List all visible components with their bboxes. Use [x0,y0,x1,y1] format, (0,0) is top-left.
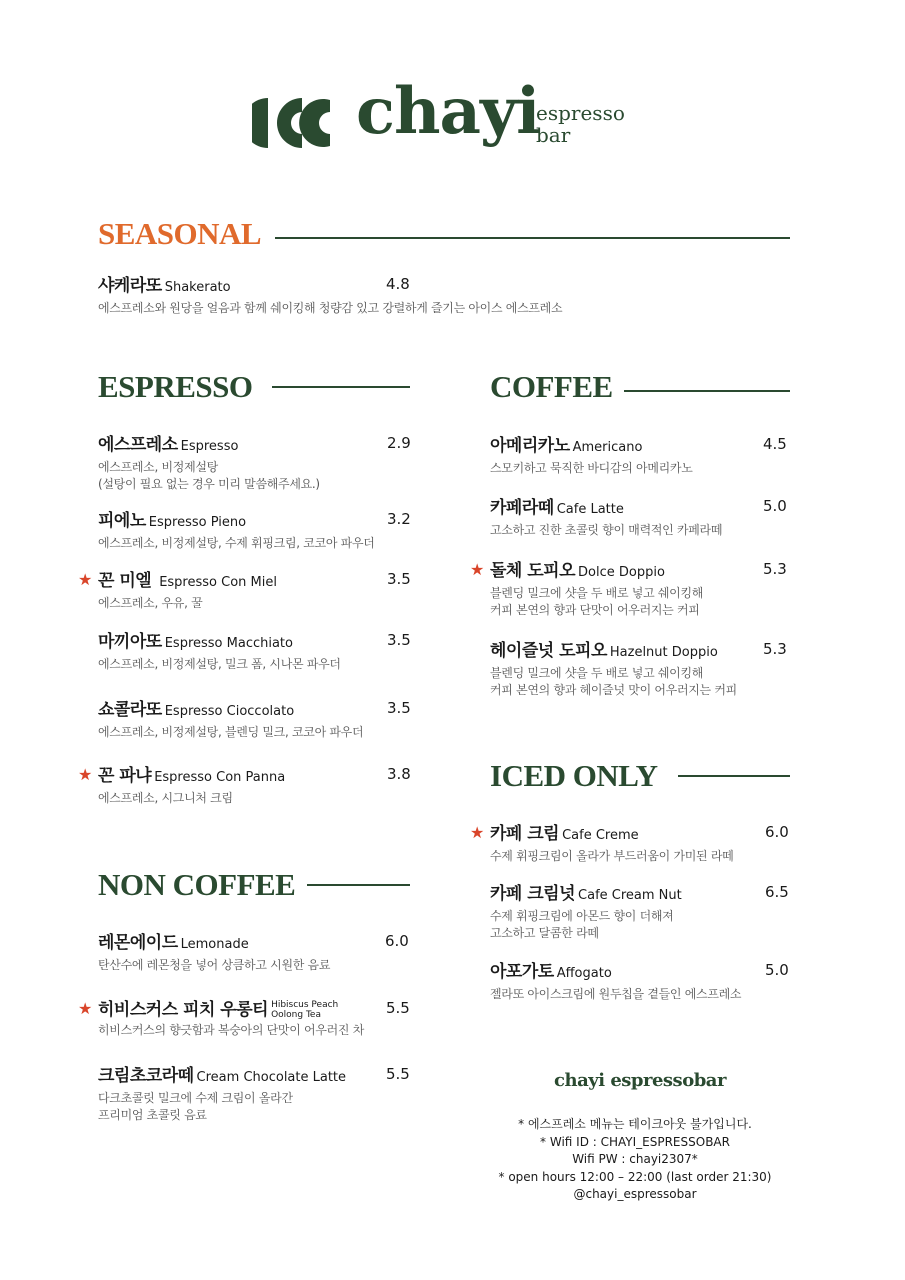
footer-notes [425,1116,845,1204]
menu-item-affogato [490,960,800,1003]
signature-star-icon: ★ [78,570,93,589]
item-price: 2.9 [387,434,411,452]
item-name: 카페라떼 Cafe Latte [490,498,624,518]
footer-note-takeout: * 에스프레소 메뉴는 테이크아웃 불가입니다. [518,1117,752,1131]
item-price: 5.0 [765,961,789,979]
signature-star-icon: ★ [470,560,485,579]
section-title-iced-only: ICED ONLY [490,758,658,793]
menu-item-cafe-latte [490,496,800,539]
menu-item-hazelnut-doppio [490,639,800,699]
item-name: 쇼콜라또 Espresso Cioccolato [98,700,295,720]
item-description: 에스프레소, 우유, 꿀 [98,596,203,610]
item-description: 히비스커스의 향긋함과 복숭아의 단맛이 어우러진 차 [98,1023,364,1037]
brand-subtitle [536,102,625,146]
item-description: 에스프레소, 비정제설탕, 수제 휘핑크림, 코코아 파우더 [98,536,375,550]
item-description: 프리미엄 초콜릿 음료 [98,1108,207,1122]
menu-item-americano [490,434,800,477]
item-name: 샤케라또 Shakerato [98,276,231,296]
menu-item-cream-chocolate-latte [98,1064,418,1124]
item-price: 5.3 [763,560,787,578]
section-title-seasonal: SEASONAL [98,216,262,251]
item-name: 카페 크림 Cafe Creme [490,824,639,844]
item-name: 꼰 미엘 Espresso Con Miel [98,571,277,591]
item-price: 5.0 [763,497,787,515]
item-description: 블렌딩 밀크에 샷을 두 배로 넣고 쉐이킹해 [490,666,704,680]
brand-name: chayi [356,74,540,149]
menu-item-hibiscus-peach-oolong-tea [78,998,418,1039]
item-description: (설탕이 필요 없는 경우 미리 말씀해주세요.) [98,477,320,491]
section-divider-non-coffee [307,884,410,886]
item-price: 3.5 [387,570,411,588]
item-name: 레몬에이드 Lemonade [98,933,249,953]
item-price: 6.0 [385,932,409,950]
item-name: 카페 크림넛 Cafe Cream Nut [490,884,682,904]
item-price: 3.8 [387,765,411,783]
footer-note-open-hours: * open hours 12:00 – 22:00 (last order 21:30) [498,1169,772,1184]
section-title-coffee: COFFEE [490,369,613,404]
item-description: 에스프레소, 비정제설탕 [98,460,218,474]
item-price: 4.5 [763,435,787,453]
signature-star-icon: ★ [78,999,93,1018]
item-name: 아포가토 Affogato [490,962,612,982]
item-name: 히비스커스 피치 우롱티 Hibiscus Peach Oolong Tea [98,1000,339,1020]
menu-item-espresso-con-panna [78,764,418,807]
item-description: 블렌딩 밀크에 샷을 두 배로 넣고 쉐이킹해 [490,586,704,600]
menu-item-espresso-con-miel [78,569,418,612]
item-price: 3.2 [387,510,411,528]
item-description: 스모키하고 묵직한 바디감의 아메리카노 [490,461,693,475]
brand-logo [252,74,632,168]
item-name: 마끼아또 Espresso Macchiato [98,632,293,652]
item-price: 6.0 [765,823,789,841]
item-description: 탄산수에 레몬청을 넣어 상큼하고 시원한 음료 [98,958,331,972]
menu-item-espresso-pieno [98,509,418,552]
menu-item-shakerato [98,274,698,317]
section-divider-seasonal [275,237,790,239]
section-title-non-coffee: NON COFFEE [98,867,296,902]
item-description: 다크초콜릿 밀크에 수제 크림이 올라간 [98,1091,293,1105]
section-title-espresso: ESPRESSO [98,369,253,404]
item-name: 꼰 파냐 Espresso Con Panna [98,766,286,786]
menu-item-cafe-creme [470,822,800,865]
menu-item-espresso-macchiato [98,630,418,673]
item-description: 에스프레소, 비정제설탕, 밀크 폼, 시나몬 파우더 [98,657,341,671]
menu-item-espresso [98,433,418,493]
item-name: 돌체 도피오 Dolce Doppio [490,561,665,581]
footer-note-wifi-pw: Wifi PW : chayi2307* [572,1152,698,1166]
section-divider-coffee [624,390,790,392]
menu-item-espresso-cioccolato [98,698,418,741]
item-price: 3.5 [387,631,411,649]
item-description: 고소하고 진한 초콜릿 향이 매력적인 카페라떼 [490,523,723,537]
chayi-logo-mark-icon [252,94,348,152]
item-description: 커피 본연의 향과 헤이즐넛 맛이 어우러지는 커피 [490,683,737,697]
menu-item-cafe-cream-nut [490,882,800,942]
menu-item-lemonade [98,931,418,974]
item-description: 수제 휘핑크림에 아몬드 향이 더해져 [490,909,674,923]
brand-sub-1: espresso [536,101,625,125]
section-divider-espresso [272,386,410,388]
item-name: 아메리카노 Americano [490,436,643,456]
item-name: 헤이즐넛 도피오 Hazelnut Doppio [490,641,718,661]
item-price: 3.5 [387,699,411,717]
item-description: 에스프레소, 시그니처 크림 [98,791,233,805]
footer-note-wifi-id: * Wifi ID : CHAYI_ESPRESSOBAR [540,1134,730,1149]
item-description: 고소하고 달콤한 라떼 [490,926,599,940]
brand-sub-2: bar [536,123,571,147]
item-description: 젤라또 아이스크림에 원두칩을 곁들인 에스프레소 [490,987,742,1001]
item-price: 6.5 [765,883,789,901]
item-description: 커피 본연의 향과 단맛이 어우러지는 커피 [490,603,700,617]
item-name: 피에노 Espresso Pieno [98,511,247,531]
item-price: 5.5 [386,1065,410,1083]
menu-item-dolce-doppio [470,559,800,619]
item-price: 5.3 [763,640,787,658]
item-price: 4.8 [386,275,410,293]
item-name: 에스프레소 Espresso [98,435,239,455]
item-price: 5.5 [386,999,410,1017]
footer-note-instagram: @chayi_espressobar [573,1187,697,1201]
item-name: 크림초코라떼 Cream Chocolate Latte [98,1066,347,1086]
section-divider-iced-only [678,775,790,777]
signature-star-icon: ★ [78,765,93,784]
item-description: 에스프레소와 원당을 얼음과 함께 쉐이킹해 청량감 있고 강렬하게 즐기는 아이스 에스프레소 [98,301,563,315]
item-description: 수제 휘핑크림이 올라가 부드러움이 가미된 라떼 [490,849,734,863]
footer-brand: chayi espressobar [554,1070,726,1091]
item-description: 에스프레소, 비정제설탕, 블렌딩 밀크, 코코아 파우더 [98,725,364,739]
signature-star-icon: ★ [470,823,485,842]
